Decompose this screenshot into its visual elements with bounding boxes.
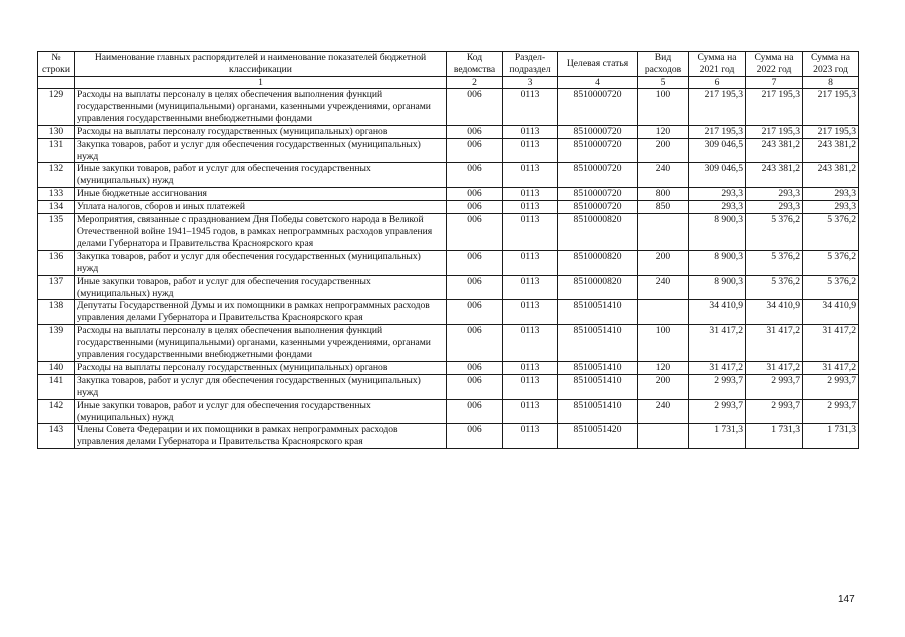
row-sum-2022: 293,3	[746, 188, 803, 201]
table-row	[38, 89, 859, 126]
row-target-article: 8510051410	[558, 325, 638, 362]
row-sum-2021: 8 900,3	[689, 275, 746, 300]
row-section: 0113	[503, 399, 558, 424]
row-sum-2022: 2 993,7	[746, 374, 803, 399]
header-name: Наименование главных распорядителей и наименование показателей бюджетной классификации	[75, 52, 447, 77]
row-sum-2023: 5 376,2	[803, 214, 859, 251]
row-name: Расходы на выплаты персоналу в целях обеспечения выполнения функций государственными (муниципальными) органами, казенными учреждениями, органами управления государственными внебюджетными фондами	[75, 89, 447, 126]
row-target-article: 8510051410	[558, 399, 638, 424]
row-name: Мероприятия, связанные с празднованием Дня Победы советского народа в Великой Отечественной войне 1941–1945 годов, в рамках непрограммных расходов управления делами Губернатора и Правительства Красноярского края	[75, 214, 447, 251]
row-sum-2021: 293,3	[689, 188, 746, 201]
row-dept-code: 006	[447, 89, 503, 126]
column-number: 4	[558, 77, 638, 89]
row-expense-type: 240	[638, 163, 689, 188]
row-target-article: 8510051420	[558, 424, 638, 449]
row-target-article: 8510000720	[558, 89, 638, 126]
header-sum-2022: Сумма на 2022 год	[746, 52, 803, 77]
page-number: 147	[838, 594, 855, 605]
row-sum-2021: 309 046,5	[689, 163, 746, 188]
row-section: 0113	[503, 325, 558, 362]
header-dept-code: Код ведомства	[447, 52, 503, 77]
row-sum-2021: 1 731,3	[689, 424, 746, 449]
column-number	[38, 77, 75, 89]
row-sum-2021: 2 993,7	[689, 374, 746, 399]
row-expense-type: 200	[638, 250, 689, 275]
row-expense-type: 240	[638, 399, 689, 424]
budget-table	[37, 51, 859, 449]
row-expense-type: 850	[638, 201, 689, 214]
table-row	[38, 188, 859, 201]
table-row	[38, 325, 859, 362]
row-dept-code: 006	[447, 125, 503, 138]
row-sum-2023: 31 417,2	[803, 361, 859, 374]
header-sum-2023: Сумма на 2023 год	[803, 52, 859, 77]
row-section: 0113	[503, 163, 558, 188]
header-section: Раздел-подраздел	[503, 52, 558, 77]
table-row	[38, 214, 859, 251]
row-target-article: 8510000820	[558, 275, 638, 300]
row-expense-type: 120	[638, 125, 689, 138]
row-name: Расходы на выплаты персоналу в целях обеспечения выполнения функций государственными (муниципальными) органами, казенными учреждениями, органами управления государственными внебюджетными фондами	[75, 325, 447, 362]
row-sum-2022: 243 381,2	[746, 163, 803, 188]
row-sum-2022: 2 993,7	[746, 399, 803, 424]
table-row	[38, 399, 859, 424]
row-number: 132	[38, 163, 75, 188]
row-sum-2022: 243 381,2	[746, 138, 803, 163]
header-row-number: № строки	[38, 52, 75, 77]
row-sum-2021: 217 195,3	[689, 125, 746, 138]
row-expense-type: 200	[638, 374, 689, 399]
row-sum-2022: 5 376,2	[746, 214, 803, 251]
row-number: 142	[38, 399, 75, 424]
row-sum-2023: 293,3	[803, 201, 859, 214]
row-target-article: 8510051410	[558, 300, 638, 325]
row-sum-2023: 5 376,2	[803, 250, 859, 275]
row-sum-2022: 31 417,2	[746, 325, 803, 362]
row-section: 0113	[503, 361, 558, 374]
row-number: 139	[38, 325, 75, 362]
row-target-article: 8510051410	[558, 374, 638, 399]
row-sum-2021: 31 417,2	[689, 361, 746, 374]
row-sum-2023: 293,3	[803, 188, 859, 201]
row-sum-2023: 217 195,3	[803, 89, 859, 126]
row-dept-code: 006	[447, 188, 503, 201]
row-sum-2022: 31 417,2	[746, 361, 803, 374]
header-row	[38, 52, 859, 77]
row-section: 0113	[503, 188, 558, 201]
row-dept-code: 006	[447, 138, 503, 163]
row-target-article: 8510000720	[558, 188, 638, 201]
row-name: Иные закупки товаров, работ и услуг для обеспечения государственных (муниципальных) нужд	[75, 275, 447, 300]
row-sum-2023: 31 417,2	[803, 325, 859, 362]
row-sum-2022: 1 731,3	[746, 424, 803, 449]
row-number: 137	[38, 275, 75, 300]
row-expense-type: 240	[638, 275, 689, 300]
row-dept-code: 006	[447, 214, 503, 251]
row-number: 135	[38, 214, 75, 251]
column-number: 5	[638, 77, 689, 89]
row-number: 141	[38, 374, 75, 399]
table-row	[38, 201, 859, 214]
row-dept-code: 006	[447, 163, 503, 188]
row-name: Иные закупки товаров, работ и услуг для обеспечения государственных (муниципальных) нужд	[75, 163, 447, 188]
row-sum-2023: 243 381,2	[803, 163, 859, 188]
row-sum-2023: 243 381,2	[803, 138, 859, 163]
table-row	[38, 138, 859, 163]
row-target-article: 8510000720	[558, 201, 638, 214]
row-name: Иные закупки товаров, работ и услуг для обеспечения государственных (муниципальных) нужд	[75, 399, 447, 424]
table-row	[38, 125, 859, 138]
column-number: 1	[75, 77, 447, 89]
table-row	[38, 300, 859, 325]
row-number: 140	[38, 361, 75, 374]
row-name: Закупка товаров, работ и услуг для обеспечения государственных (муниципальных) нужд	[75, 374, 447, 399]
row-expense-type: 100	[638, 89, 689, 126]
row-sum-2021: 34 410,9	[689, 300, 746, 325]
column-number: 2	[447, 77, 503, 89]
row-sum-2022: 5 376,2	[746, 275, 803, 300]
header-target-article: Целевая статья	[558, 52, 638, 77]
row-target-article: 8510000720	[558, 125, 638, 138]
row-name: Депутаты Государственной Думы и их помощники в рамках непрограммных расходов управления делами Губернатора и Правительства Красноярского края	[75, 300, 447, 325]
row-sum-2022: 5 376,2	[746, 250, 803, 275]
row-sum-2023: 2 993,7	[803, 374, 859, 399]
row-dept-code: 006	[447, 201, 503, 214]
row-dept-code: 006	[447, 424, 503, 449]
row-expense-type: 200	[638, 138, 689, 163]
row-sum-2021: 8 900,3	[689, 214, 746, 251]
row-sum-2022: 217 195,3	[746, 125, 803, 138]
row-sum-2021: 8 900,3	[689, 250, 746, 275]
row-name: Закупка товаров, работ и услуг для обеспечения государственных (муниципальных) нужд	[75, 250, 447, 275]
row-expense-type: 800	[638, 188, 689, 201]
table-row	[38, 275, 859, 300]
row-target-article: 8510000720	[558, 138, 638, 163]
row-target-article: 8510000820	[558, 250, 638, 275]
row-sum-2023: 2 993,7	[803, 399, 859, 424]
row-number: 133	[38, 188, 75, 201]
row-name: Расходы на выплаты персоналу государственных (муниципальных) органов	[75, 125, 447, 138]
row-number: 134	[38, 201, 75, 214]
column-number: 7	[746, 77, 803, 89]
row-dept-code: 006	[447, 361, 503, 374]
row-number: 143	[38, 424, 75, 449]
row-dept-code: 006	[447, 325, 503, 362]
row-number: 136	[38, 250, 75, 275]
row-target-article: 8510000720	[558, 163, 638, 188]
row-name: Иные бюджетные ассигнования	[75, 188, 447, 201]
row-section: 0113	[503, 374, 558, 399]
column-number: 3	[503, 77, 558, 89]
row-sum-2021: 2 993,7	[689, 399, 746, 424]
row-section: 0113	[503, 138, 558, 163]
row-section: 0113	[503, 300, 558, 325]
row-expense-type	[638, 424, 689, 449]
header-sum-2021: Сумма на 2021 год	[689, 52, 746, 77]
row-name: Уплата налогов, сборов и иных платежей	[75, 201, 447, 214]
row-dept-code: 006	[447, 275, 503, 300]
column-number-row	[38, 77, 859, 89]
row-sum-2022: 293,3	[746, 201, 803, 214]
row-name: Расходы на выплаты персоналу государственных (муниципальных) органов	[75, 361, 447, 374]
row-number: 131	[38, 138, 75, 163]
row-sum-2023: 1 731,3	[803, 424, 859, 449]
table-row	[38, 361, 859, 374]
row-sum-2021: 309 046,5	[689, 138, 746, 163]
row-dept-code: 006	[447, 300, 503, 325]
row-section: 0113	[503, 201, 558, 214]
row-dept-code: 006	[447, 374, 503, 399]
row-sum-2021: 293,3	[689, 201, 746, 214]
row-section: 0113	[503, 424, 558, 449]
row-sum-2021: 217 195,3	[689, 89, 746, 126]
row-target-article: 8510051410	[558, 361, 638, 374]
row-expense-type	[638, 214, 689, 251]
header-expense-type: Вид расходов	[638, 52, 689, 77]
column-number: 8	[803, 77, 859, 89]
table-row	[38, 424, 859, 449]
row-sum-2023: 34 410,9	[803, 300, 859, 325]
row-sum-2023: 217 195,3	[803, 125, 859, 138]
table-row	[38, 374, 859, 399]
column-number: 6	[689, 77, 746, 89]
row-target-article: 8510000820	[558, 214, 638, 251]
row-dept-code: 006	[447, 250, 503, 275]
row-sum-2023: 5 376,2	[803, 275, 859, 300]
row-expense-type	[638, 300, 689, 325]
row-number: 129	[38, 89, 75, 126]
row-number: 138	[38, 300, 75, 325]
row-sum-2021: 31 417,2	[689, 325, 746, 362]
row-name: Члены Совета Федерации и их помощники в рамках непрограммных расходов управления делами Губернатора и Правительства Красноярского края	[75, 424, 447, 449]
row-section: 0113	[503, 89, 558, 126]
table-row	[38, 250, 859, 275]
row-name: Закупка товаров, работ и услуг для обеспечения государственных (муниципальных) нужд	[75, 138, 447, 163]
row-sum-2022: 217 195,3	[746, 89, 803, 126]
row-section: 0113	[503, 214, 558, 251]
row-number: 130	[38, 125, 75, 138]
table-row	[38, 163, 859, 188]
row-section: 0113	[503, 250, 558, 275]
row-dept-code: 006	[447, 399, 503, 424]
row-sum-2022: 34 410,9	[746, 300, 803, 325]
row-section: 0113	[503, 125, 558, 138]
row-expense-type: 120	[638, 361, 689, 374]
row-section: 0113	[503, 275, 558, 300]
row-expense-type: 100	[638, 325, 689, 362]
